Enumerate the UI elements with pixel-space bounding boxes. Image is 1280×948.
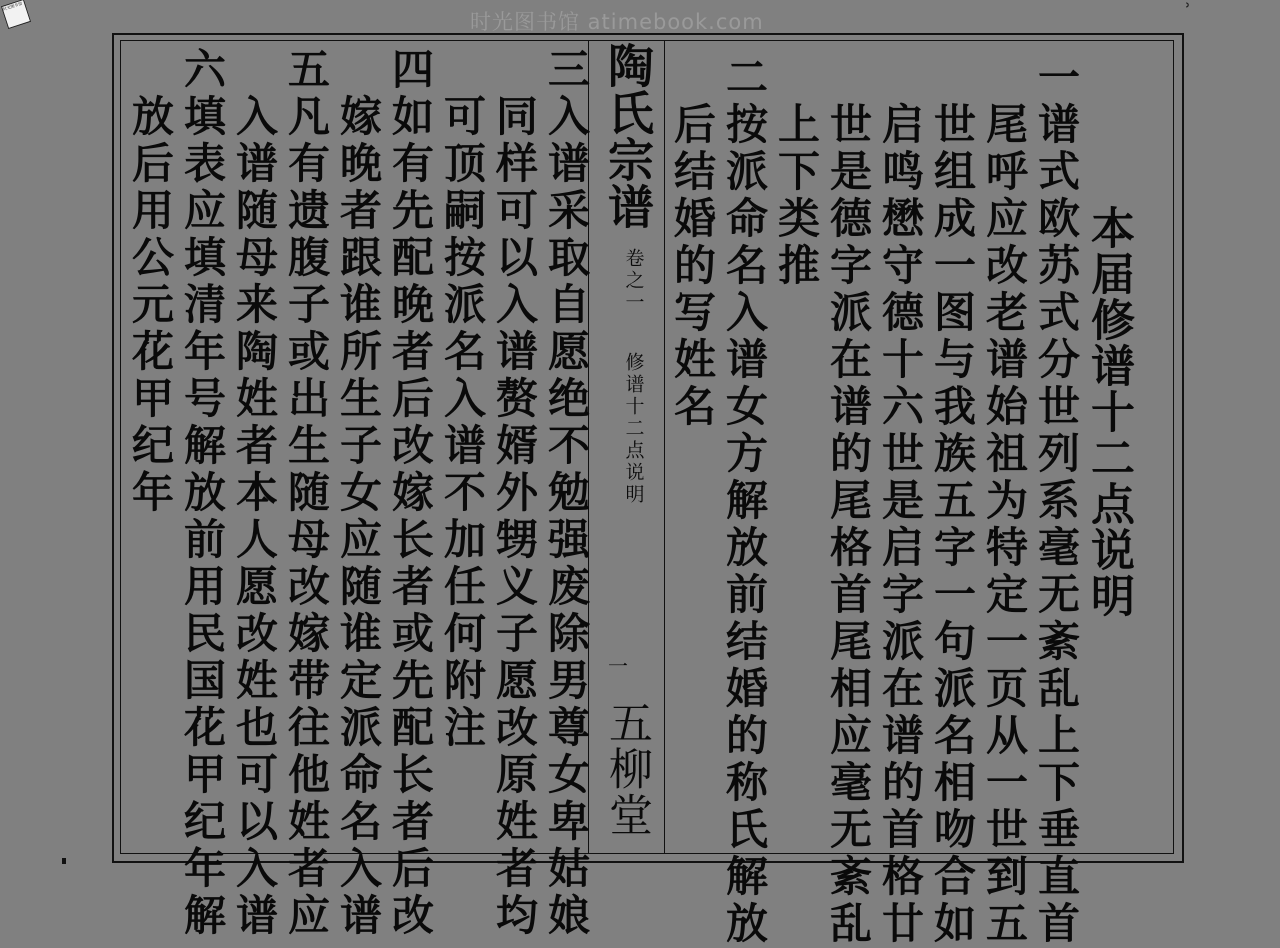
page-number: 一 <box>608 654 628 678</box>
item-1-number: 一 <box>1032 55 1081 102</box>
watermark: 时光图书馆 atimebook.com <box>470 10 764 34</box>
edge-mark: ʾ <box>1185 0 1192 22</box>
volume-label: 卷之一 <box>622 248 645 314</box>
item-1-line-2: 尾呼应改老谱始祖为特定一页从一世到五 <box>980 102 1029 948</box>
item-4-line-2: 嫁晚者跟谁所生子女应随谁定派命名入谱 <box>334 94 383 940</box>
item-3-line-3: 可顶嗣按派名入谱不加任何附注 <box>438 94 487 752</box>
item-3-line-2: 同样可以入谱赘婿外甥义子愿改原姓者均 <box>490 94 539 940</box>
item-5-line-2: 入谱随母来陶姓者本人愿改姓也可以入谱 <box>230 94 279 940</box>
section-heading: 本届修谱十二点说明 <box>1083 205 1134 619</box>
ink-speck <box>62 858 66 864</box>
section-label: 修谱十二点说明 <box>622 352 645 506</box>
library-stamp: 时光图书馆 <box>1 0 31 29</box>
item-4-line-1: 如有先配晚者后改嫁长者或先配长者后改 <box>386 94 435 940</box>
item-1-line-3: 世组成一图与我族五字一句派名相吻合如 <box>928 102 977 948</box>
item-4-number: 四 <box>386 47 435 94</box>
item-2-line-2: 后结婚的写姓名 <box>668 102 717 431</box>
item-1-line-4: 启鸣懋守德十六世是启字派在谱的首格廿 <box>876 102 925 948</box>
item-5-number: 五 <box>282 47 331 94</box>
item-3-line-1: 入谱采取自愿绝不勉强废除男尊女卑姑娘 <box>542 94 591 940</box>
hall-name: 五柳堂 <box>601 700 652 838</box>
item-6-number: 六 <box>178 47 227 94</box>
item-1-line-6: 上下类推 <box>772 102 821 290</box>
item-5-line-1: 凡有遗腹子或出生随母改嫁带往他姓者应 <box>282 94 331 940</box>
item-6-line-2: 放后用公元花甲纪年 <box>126 94 175 517</box>
item-1-line-1: 谱式欧苏式分世列系毫无紊乱上下垂直首 <box>1032 102 1081 948</box>
volume-section <box>606 248 662 506</box>
item-1-line-5: 世是德字派在谱的尾格首尾相应毫无紊乱 <box>824 102 873 948</box>
item-6-line-1: 填表应填清年号解放前用民国花甲纪年解 <box>178 94 227 940</box>
item-2-line-1: 按派命名入谱女方解放前结婚的称氏解放 <box>720 102 769 948</box>
item-3-number: 三 <box>542 47 591 94</box>
item-2-number: 二 <box>720 55 769 102</box>
book-title: 陶氏宗谱 <box>601 42 655 230</box>
